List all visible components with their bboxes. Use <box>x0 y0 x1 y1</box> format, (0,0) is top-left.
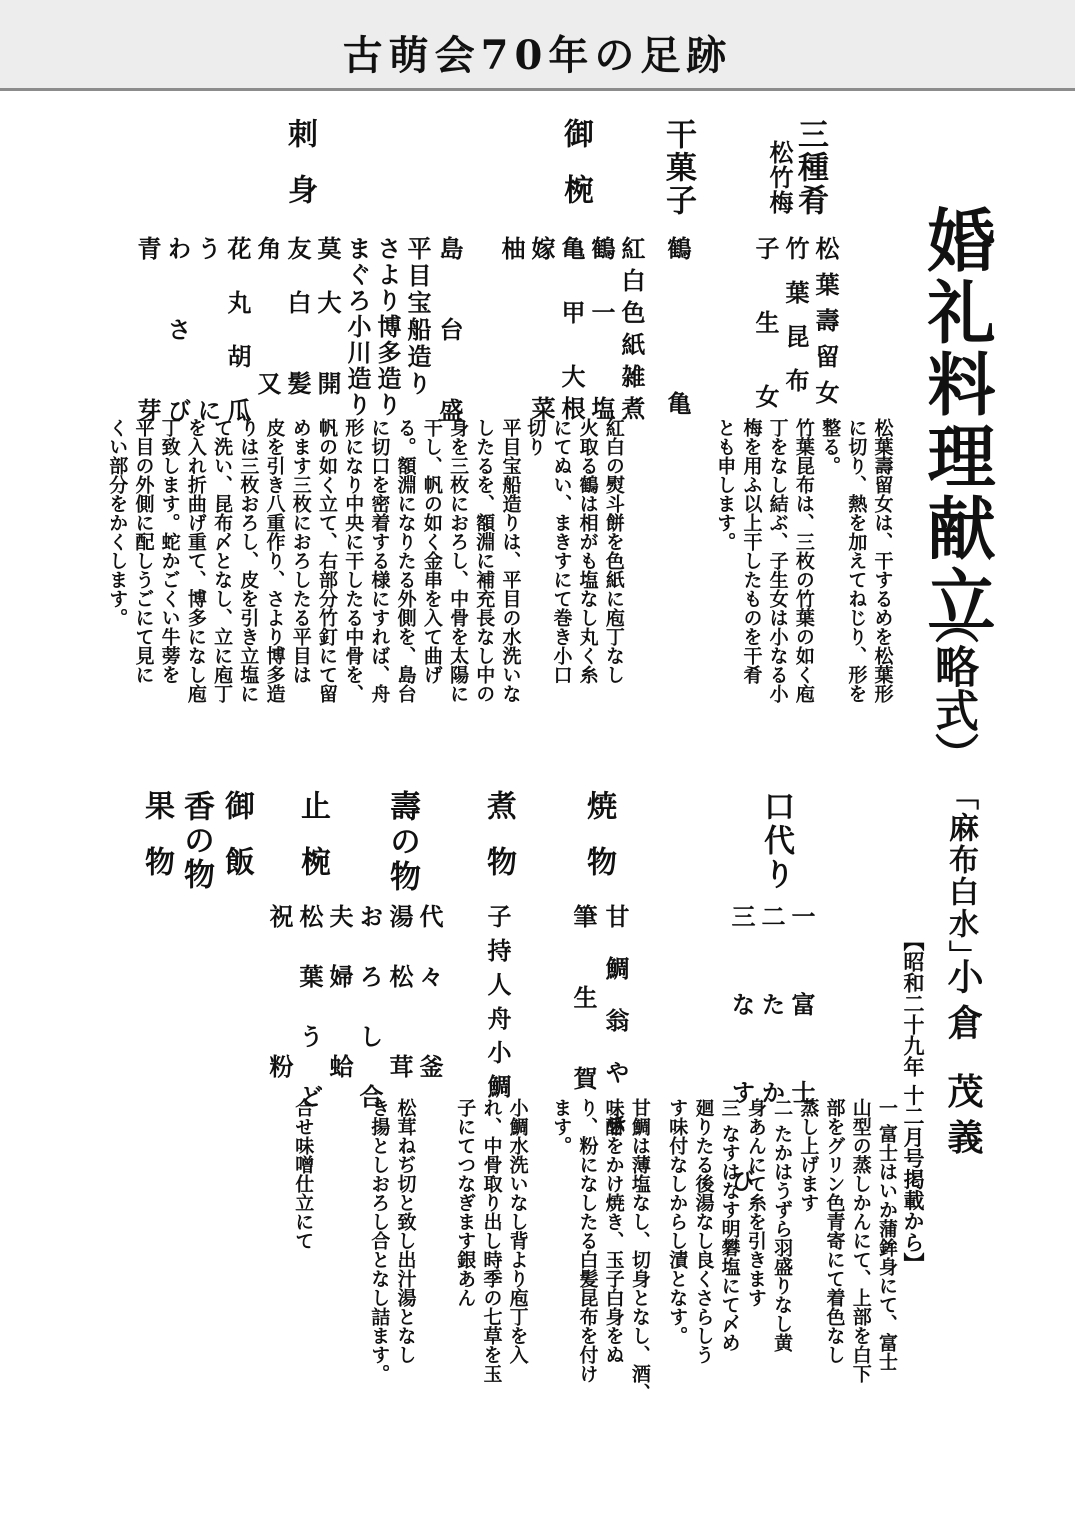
category-higashi: 干菓子 <box>660 118 696 217</box>
dish-item: 角 又 <box>253 236 282 398</box>
kotobuki-note: 松茸ねぢ切と致し出汁湯となし き揚としおろし合となし詰ます。 <box>368 1098 417 1383</box>
category-kudamono: 果物 <box>139 790 174 902</box>
dish-item: 竹葉昆布 <box>781 236 810 412</box>
dish-item: う に <box>193 236 222 425</box>
dish-item: 一 富 士 <box>787 904 816 1124</box>
category-owan: 御椀 <box>558 118 593 230</box>
dish-item: 湯 松 茸 <box>385 904 414 1084</box>
dish-item: 祝 粉 <box>265 904 294 1084</box>
dish-item: 鶴 一 塩 <box>587 236 616 428</box>
owan-note: 紅白の熨斗餅を色紙に庖丁なし 火取る鶴は相がも塩なし丸く糸 にてぬい、まきすにて巻き小口 切り <box>524 418 625 684</box>
category-kotobuki: 壽の物 <box>384 790 420 895</box>
category-tomewan: 止椀 <box>295 790 330 902</box>
source-name: 「麻布白水」 <box>943 780 978 972</box>
sanshu-note: 松葉壽留女は、干するめを松葉形 に切り、熱を加えてねじり、形を 整る。 竹葉昆布は、三枚の竹葉の如く庖 丁をなし結ぶ、子生女は小なる小 梅を用ふ以上干したものを干肴 とも申します。 <box>714 418 894 703</box>
dish-item: さより博多造り <box>373 236 402 418</box>
dish-item: 筆 生 賀 <box>569 904 598 1093</box>
category-gohan: 御飯 <box>219 790 254 902</box>
category-sanshu-sub: 松竹梅 <box>765 140 794 215</box>
publication-date: 【昭和二十九年 十二月号掲載から】 <box>901 930 926 1274</box>
dish-item: 亀 甲 大根 <box>557 236 586 428</box>
nimono-note: 小鯛水洗いなし背より庖丁を入 れ、中骨取り出し時季の七草を玉 子にてつなぎます銀あん <box>454 1098 529 1383</box>
dish-item: わ さ び <box>163 236 192 425</box>
sashimi-note: 平目宝船造りは、平目の水洗いな したるを、額淵に補充長なし中の 身を三枚におろし、中骨を太陽に 干し、帆の如く金串を入て曲げ る。額淵になりたる外側を、島台 に切口を密着する様にすれば、舟 形になり中央に干したる中骨を、 帆の如く立て、右部分竹釘にて留 めます三枚におろしたる平目は 皮を引き八重作り、さより博多造 りは三枚おろし、皮を引き立塩に て洗い、昆布〆となし、立に庖丁 を入れ折曲げ重て、博多になし庖 丁致します。蛇かごくい牛蒡を 平目の外側に配しうごにて見に くい部分をかくします。 <box>106 418 522 703</box>
kuchidori-note: 一 富士はいか蒲鉾身にて、富士 山型の蒸しかんにて、上部を白下 部をグリン色青寄にて着色なし 蒸し上げます 二 たかはうずら羽盛りなし黄 身あんにて糸を引きます 三 なすはなす明礬塩にて〆め 廻りたる後湯なし良くさらしう す味付なしからし漬となす。 <box>666 1098 898 1383</box>
dish-item: 莫 大 開 <box>313 236 342 398</box>
dish-item: まぐろ小川造り <box>343 236 372 418</box>
dish-item: 二 た か <box>757 904 786 1124</box>
article-title: 婚礼料理献立 <box>916 205 996 637</box>
dish-item: 柚 <box>497 236 526 260</box>
dish-item: 嫁 菜 <box>527 236 556 428</box>
page-header-title: 古萌会70年の足跡 <box>342 32 733 79</box>
dish-item: 島 台 盛 <box>435 236 464 425</box>
dish-item: 友 白 髪 <box>283 236 312 398</box>
dish-item: 夫 婦 蛤 <box>325 904 354 1084</box>
dish-item: 花 丸 胡 瓜 <box>223 236 252 425</box>
dish-item: お ろ し 合 <box>355 904 384 1114</box>
dish-item: 平目宝船造り <box>403 236 432 398</box>
category-sanshu: 三種肴 <box>792 118 828 217</box>
dish-item: 子持人舟小鯛 <box>483 904 512 1108</box>
category-kuchidori: 口代り <box>758 790 794 892</box>
yakimono-note: 甘鯛は薄塩なし、切身となし、酒、 味醂をかけ焼き、玉子白身をぬ り、粉になしたる白髪昆布を付け ます。 <box>550 1098 651 1402</box>
category-konomono: 香の物 <box>178 790 214 892</box>
dish-item: 子生女 <box>751 236 780 458</box>
article-title-suffix: （略式） <box>927 600 978 776</box>
dish-item: 松葉壽留女 <box>811 236 840 416</box>
dish-item: 代 々 釜 <box>415 904 444 1084</box>
category-yakimono: 焼物 <box>581 790 616 902</box>
dish-item: 青 芽 <box>133 236 162 425</box>
tomewan-note: 合せ味噌仕立にて <box>292 1098 315 1250</box>
author-name: 小倉 茂義 <box>942 958 984 1165</box>
dish-item: 松 葉 う ど <box>295 904 324 1114</box>
dish-item: 鶴 亀 <box>663 236 692 422</box>
header-banner <box>0 0 1075 91</box>
dish-item: 甘 鯛 翁 や き <box>601 904 630 1138</box>
dish-item: 三 な す び <box>727 904 756 1212</box>
dish-item: 紅白色紙雑煮 <box>617 236 646 428</box>
category-nimono: 煮物 <box>481 790 516 902</box>
category-sashimi: 刺身 <box>282 118 317 230</box>
